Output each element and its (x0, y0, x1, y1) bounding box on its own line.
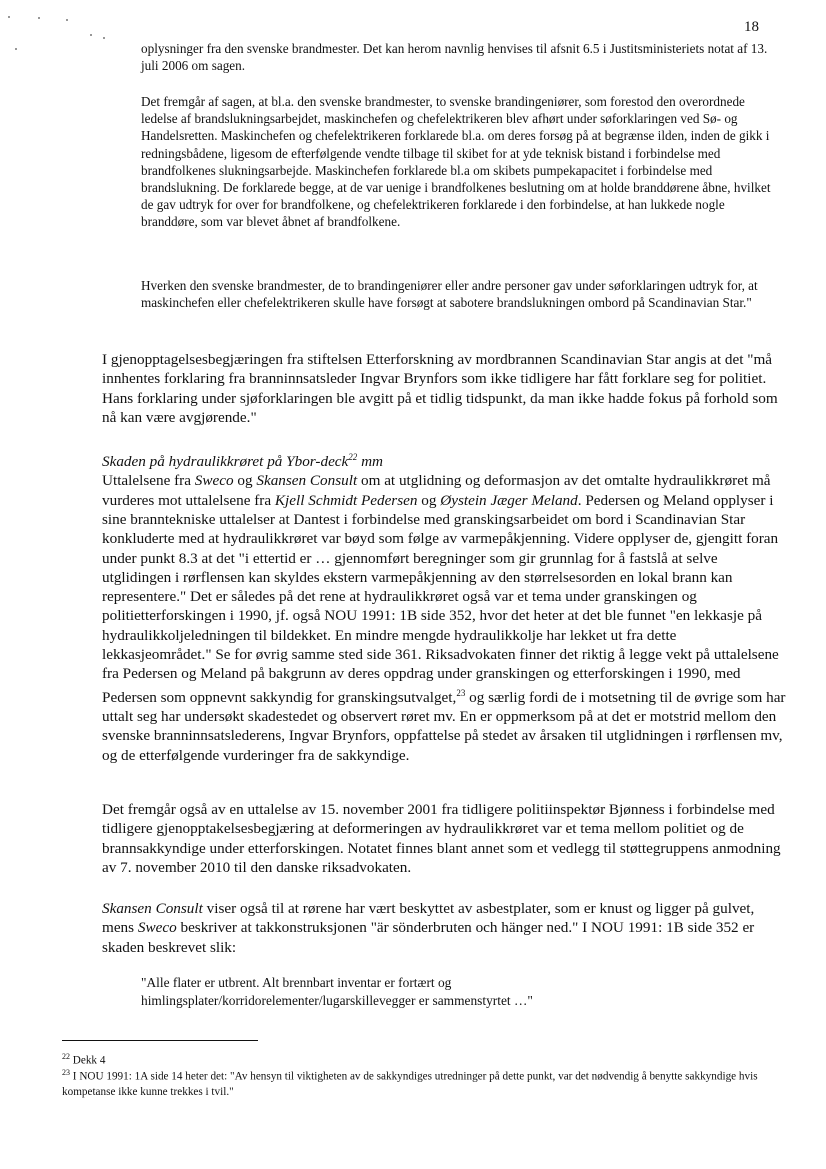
section-block (102, 448, 786, 765)
quote-paragraph: Hverken den svenske brandmester, de to brandingeniører eller andre personer gav under søforklaringen udtryk for, at maskinchefen eller chefelektrikeren skulle have forsøgt at sabotere brandslukningen ombord på Scandinavian Star." (141, 278, 758, 311)
section-heading (102, 448, 786, 471)
body-paragraph: Uttalelsene fra Sweco og Skansen Consult om at utglidning og deformasjon av det omtalte hydraulikkrøret må vurderes mot uttalelsene fra Kjell Schmidt Pedersen og Øystein Jæger Meland. Pedersen og Meland opplyser i sine branntekniske uttalelser at Dantest i forbindelse med granskingsarbeidet om bord i Scandinavian Star konkluderte med at hydraulikkrøret var bøyd som følge av varmepåkjenning. Videre opplyser de, gjengitt foran under punkt 8.3 at det "i ettertid er … gjennomført beregninger som gir grunnlag for å fastslå at selve utglidingen i rørflensen kan skyldes ekstern varmepåkjenning av den størrelsesorden en lokal brann kan representere." Det er således på det rene at hydraulikkrøret også var et tema under granskingen og politietterforskingen i 1990, jf. også NOU 1991: 1B side 352, hvor det heter at det ble funnet "en lekkasje på hydraulikkoljeledningen til bildekket. En mindre mengde hydraulikkolje har lekket ut fra dette lekkasjeområdet." Se for øvrig samme sted side 361. Riksadvokaten finner det riktig å legge vekt på uttalelsene fra Pedersen og Meland på bakgrunn av deres oppdrag under granskingen og etterforskingen i 1990, med Pedersen som oppnevnt sakkyndig for granskingsutvalget,$^{23}$ og særlig fordi de i motsetning til de øvrige som har uttalt seg har undersøkt skadestedet og observert røret mv. En er oppmerksom på at det er motstrid mellom den svenske branninnsatslederens, Ingvar Brynfors, oppfattelse på stedet av årsaken til utglidningen i rørflensen mv, og de etterfølgende vurderinger fra de sakkyndige. (102, 472, 786, 764)
footnote-ref: 23 (456, 687, 466, 698)
scan-speck (103, 37, 105, 39)
body-paragraph: Det fremgår også av en uttalelse av 15. november 2001 fra tidligere politiinspektør Bjønness i forbindelse med tidligere gjenopptakelsesbegjæring at deformeringen av hydraulikkrøret var et tema mellom politiet og de brannsakkyndige under etterforskingen. Notatet finnes blant annet som et vedlegg til støttegruppens anmodning av 7. november 2010 til den danske riksadvokaten. (102, 801, 781, 876)
section-heading-text: Skaden på hydraulikkrøret på Ybor-deck (102, 453, 349, 471)
page-number: 18 (744, 19, 759, 35)
footnote-ref: 22 (348, 452, 358, 462)
quote-paragraph: oplysninger fra den svenske brandmester. Det kan herom navnlig henvises til afsnit 6.5 i Justitsministeriets notat af 13. juli 2006 om sagen. (141, 41, 768, 74)
scan-speck (90, 34, 92, 36)
footnote-divider (62, 1040, 258, 1041)
footnote: $^{22}$ Dekk 4 (62, 1052, 106, 1067)
quote-paragraph: Det fremgår af sagen, at bl.a. den svenske brandmester, to svenske brandingeniører, som forestod den overordnede ledelse af brandslukningsarbejdet, maskinchefen og chefelektrikeren blev afhørt under søforklaringen ved Sø- og Handelsretten. Maskinchefen og chefelektrikeren forklarede bl.a. om deres forsøg på at begrænse ilden, inden de gikk i redningsbådene, ligesom de efterfølgende vendte tilbage til skibet for at yde teknisk bistand i forbindelse med brandfolkenes slukningsarbejde. Maskinchefen forklarede bl.a om skibets pumpekapacitet i forbindelse med brandslukning. De forklarede begge, at de var uenige i brandfolkenes beslutning om at holde branddørene åbne, hvilket de gav udtryk for over for brandfolkene, og chefelektrikeren forklarede i den forbindelse, at han lukkede nogle branddøre, som var blevet åbnet af brandfolkene. (141, 94, 771, 230)
footnote: $^{23}$ I NOU 1991: 1A side 14 heter det: "Av hensyn til viktigheten av de sakkyndiges utredninger på dette punkt, var det nødvendig å benytte sakkyndige hvis kompetanse ikke kunne trekkes i tvil." (62, 1068, 758, 1099)
block-quote: "Alle flater er utbrent. Alt brennbart inventar er fortært og himlingsplater/korridorelementer/lugarskillevegger er sammenstyrtet …" (141, 975, 533, 1008)
scan-speck (66, 19, 68, 21)
scan-speck (8, 16, 10, 18)
body-paragraph: Skansen Consult viser også til at rørene har vært beskyttet av asbestplater, som er knust og ligger på gulvet, mens Sweco beskriver at takkonstruksjonen "är sönderbruten och hänger ned." I NOU 1991: 1B side 352 er skaden beskrevet slik: (102, 900, 755, 956)
section-heading-unit: mm (357, 453, 384, 471)
scan-speck (15, 48, 17, 50)
scan-speck (38, 17, 40, 19)
body-paragraph: I gjenopptagelsesbegjæringen fra stiftelsen Etterforskning av mordbrannen Scandinavian Star angis at det "må innhentes forklaring fra branninnsatsleder Ingvar Brynfors som ikke tidligere har fått forklare seg for politiet. Hans forklaring under sjøforklaringen ble avgitt på et tidlig tidspunkt, da man ikke hadde fokus på forhold som nå kan være avgjørende." (102, 351, 778, 426)
